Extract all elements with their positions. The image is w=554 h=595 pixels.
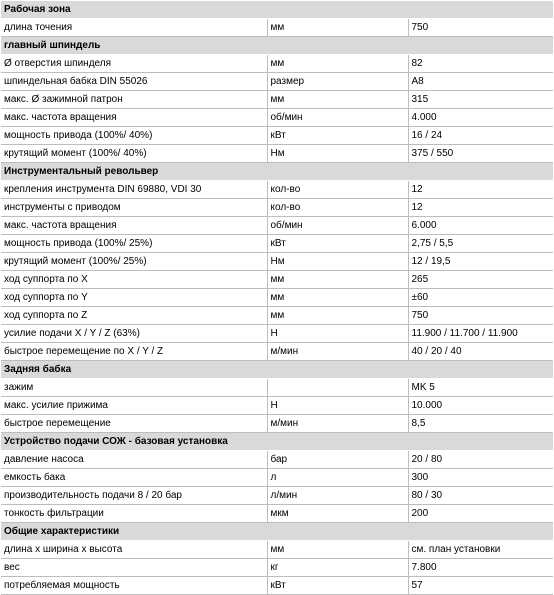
parameter-label: потребляемая мощность	[1, 577, 267, 595]
unit-cell: мм	[267, 541, 408, 559]
value-cell: 750	[408, 19, 553, 37]
value-cell: 12	[408, 181, 553, 199]
parameter-label: емкость бака	[1, 469, 267, 487]
table-row	[1, 181, 553, 199]
parameter-label: усилие подачи X / Y / Z (63%)	[1, 325, 267, 343]
unit-cell: кг	[267, 559, 408, 577]
section-title: Инструментальный револьвер	[1, 163, 553, 181]
table-row	[1, 271, 553, 289]
value-cell: 750	[408, 307, 553, 325]
table-row	[1, 379, 553, 397]
table-row	[1, 577, 553, 595]
table-row	[1, 559, 553, 577]
section-header-row	[1, 361, 553, 379]
parameter-label: макс. частота вращения	[1, 217, 267, 235]
unit-cell: кол-во	[267, 199, 408, 217]
table-row	[1, 325, 553, 343]
parameter-label: ход суппорта по X	[1, 271, 267, 289]
unit-cell: кВт	[267, 577, 408, 595]
value-cell: A8	[408, 73, 553, 91]
table-row	[1, 145, 553, 163]
value-cell: 200	[408, 505, 553, 523]
unit-cell: об/мин	[267, 109, 408, 127]
parameter-label: тонкость фильтрации	[1, 505, 267, 523]
unit-cell: бар	[267, 451, 408, 469]
unit-cell: размер	[267, 73, 408, 91]
unit-cell: м/мин	[267, 343, 408, 361]
parameter-label: инструменты с приводом	[1, 199, 267, 217]
value-cell: 375 / 550	[408, 145, 553, 163]
value-cell: 315	[408, 91, 553, 109]
table-row	[1, 109, 553, 127]
unit-cell: мм	[267, 55, 408, 73]
value-cell: 82	[408, 55, 553, 73]
table-row	[1, 307, 553, 325]
value-cell: 300	[408, 469, 553, 487]
table-row	[1, 91, 553, 109]
section-title: Устройство подачи СОЖ - базовая установка	[1, 433, 553, 451]
parameter-label: крутящий момент (100%/ 25%)	[1, 253, 267, 271]
spec-table	[1, 0, 553, 595]
unit-cell: кВт	[267, 235, 408, 253]
unit-cell: мм	[267, 19, 408, 37]
section-title: Рабочая зона	[1, 1, 553, 19]
parameter-label: ход суппорта по Z	[1, 307, 267, 325]
unit-cell: об/мин	[267, 217, 408, 235]
unit-cell: мм	[267, 271, 408, 289]
value-cell: 57	[408, 577, 553, 595]
table-row	[1, 451, 553, 469]
value-cell: 7.800	[408, 559, 553, 577]
table-row	[1, 541, 553, 559]
parameter-label: мощность привода (100%/ 40%)	[1, 127, 267, 145]
section-title: главный шпиндель	[1, 37, 553, 55]
value-cell: 40 / 20 / 40	[408, 343, 553, 361]
value-cell: 80 / 30	[408, 487, 553, 505]
table-row	[1, 487, 553, 505]
unit-cell: Н	[267, 325, 408, 343]
table-row	[1, 199, 553, 217]
parameter-label: крутящий момент (100%/ 40%)	[1, 145, 267, 163]
table-row	[1, 235, 553, 253]
table-row	[1, 343, 553, 361]
table-row	[1, 415, 553, 433]
value-cell: 12 / 19,5	[408, 253, 553, 271]
parameter-label: длина точения	[1, 19, 267, 37]
value-cell: см. план установки	[408, 541, 553, 559]
section-title: Общие характеристики	[1, 523, 553, 541]
table-row	[1, 127, 553, 145]
parameter-label: зажим	[1, 379, 267, 397]
value-cell: 8,5	[408, 415, 553, 433]
table-row	[1, 253, 553, 271]
parameter-label: ход суппорта по Y	[1, 289, 267, 307]
parameter-label: шпиндельная бабка DIN 55026	[1, 73, 267, 91]
value-cell: 16 / 24	[408, 127, 553, 145]
value-cell: 6.000	[408, 217, 553, 235]
unit-cell	[267, 379, 408, 397]
spec-table-body	[1, 1, 553, 595]
unit-cell: мм	[267, 289, 408, 307]
value-cell: ±60	[408, 289, 553, 307]
unit-cell: мкм	[267, 505, 408, 523]
table-row	[1, 217, 553, 235]
parameter-label: макс. частота вращения	[1, 109, 267, 127]
value-cell: 4.000	[408, 109, 553, 127]
value-cell: 20 / 80	[408, 451, 553, 469]
table-row	[1, 19, 553, 37]
section-header-row	[1, 163, 553, 181]
table-row	[1, 55, 553, 73]
table-row	[1, 289, 553, 307]
value-cell: 265	[408, 271, 553, 289]
unit-cell: мм	[267, 307, 408, 325]
parameter-label: макс. Ø зажимной патрон	[1, 91, 267, 109]
unit-cell: м/мин	[267, 415, 408, 433]
section-header-row	[1, 523, 553, 541]
parameter-label: Ø отверстия шпинделя	[1, 55, 267, 73]
section-title: Задняя бабка	[1, 361, 553, 379]
unit-cell: л/мин	[267, 487, 408, 505]
table-row	[1, 73, 553, 91]
parameter-label: мощность привода (100%/ 25%)	[1, 235, 267, 253]
value-cell: 2,75 / 5,5	[408, 235, 553, 253]
parameter-label: давление насоса	[1, 451, 267, 469]
parameter-label: макс. усилие прижима	[1, 397, 267, 415]
table-row	[1, 505, 553, 523]
unit-cell: Н	[267, 397, 408, 415]
value-cell: 10.000	[408, 397, 553, 415]
section-header-row	[1, 37, 553, 55]
value-cell: MK 5	[408, 379, 553, 397]
parameter-label: производительность подачи 8 / 20 бар	[1, 487, 267, 505]
unit-cell: кВт	[267, 127, 408, 145]
section-header-row	[1, 433, 553, 451]
unit-cell: л	[267, 469, 408, 487]
value-cell: 12	[408, 199, 553, 217]
section-header-row	[1, 1, 553, 19]
parameter-label: крепления инструмента DIN 69880, VDI 30	[1, 181, 267, 199]
table-row	[1, 469, 553, 487]
unit-cell: мм	[267, 91, 408, 109]
unit-cell: кол-во	[267, 181, 408, 199]
parameter-label: быстрое перемещение	[1, 415, 267, 433]
table-row	[1, 397, 553, 415]
parameter-label: вес	[1, 559, 267, 577]
unit-cell: Нм	[267, 145, 408, 163]
parameter-label: длина x ширина x высота	[1, 541, 267, 559]
value-cell: 11.900 / 11.700 / 11.900	[408, 325, 553, 343]
unit-cell: Нм	[267, 253, 408, 271]
parameter-label: быстрое перемещение по X / Y / Z	[1, 343, 267, 361]
